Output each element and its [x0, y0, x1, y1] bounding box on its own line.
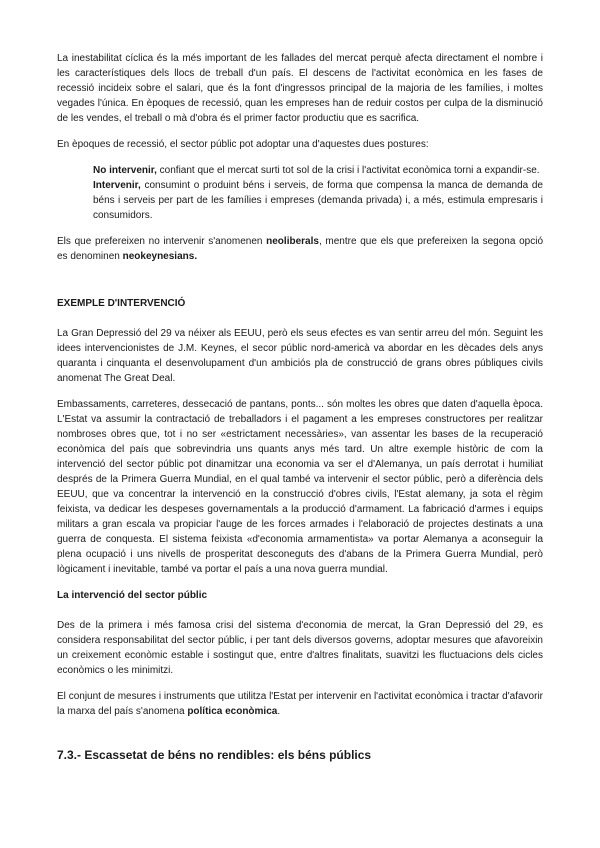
politica-text-c: .: [277, 706, 281, 717]
paragraph-neoliberals: [57, 234, 543, 264]
paragraph-embassaments: Embassaments, carreteres, dessecació de pantans, ponts... són moltes les obres que daten d'aquella època. L'Estat va assumir la contractació de treballadors i el pagament a les empreses constructores per realitzar nombroses obres que, tot i no ser «estrictament necessàries», van assentar les bases de la recuperació econòmica del país que sobrevindria uns quants anys més tard. Un altre exemple històric de com la intervenció del sector públic pot dinamitzar una economia va ser el d'Alemanya, un país derrotat i humiliat després de la Primera Guerra Mundial, en el qual també va intervenir el sector públic, però a diferència dels EEUU, que va concentrar la intervenció en la construcció d'obres civils, l'Estat alemany, ja sota el règim feixista, va dedicar les despeses governamentals a la producció d'armament. La fabricació d'armes i equips militars a gran escala va propiciar l'auge de les forces armades i l'elaboració de projectes destinats a una guerra de conquesta. El sistema feixista «d'economia armamentista» va portar Alemanya a aconseguir la plena ocupació i uns nivells de prosperitat desconeguts des d'abans de la Primera Guerra Mundial, però lògicament i inevitable, també va portar el país a una nova guerra mundial.: [57, 399, 543, 575]
option-no-intervenir-text: confiant que el mercat surti tot sol de la crisi i l'activitat econòmica torni a expandir-se.: [156, 165, 540, 176]
term-neoliberals: neoliberals: [266, 236, 319, 247]
heading-intervencio-sector-public: La intervenció del sector públic: [57, 590, 208, 601]
paragraph-politica-economica: [57, 689, 543, 719]
option-intervenir: [57, 178, 543, 223]
heading-exemple-intervencio: EXEMPLE D'INTERVENCIÓ: [57, 298, 186, 309]
option-intervenir-text: consumint o produint béns i serveis, de forma que compensa la manca de demanda de béns i serveis per part de les famílies i empreses (demanda privada) i, a més, estimula empresaris i consumidors.: [93, 180, 543, 221]
option-intervenir-label: Intervenir,: [93, 180, 141, 191]
paragraph-responsabilitat: Des de la primera i més famosa crisi del sistema d'economia de mercat, la Gran Depressió del 29, es considera responsabilitat del sector públic, i per tant dels diversos governs, adoptar mesures que afavoreixin un creixement econòmic estable i sostingut que, entre d'altres finalitats, suavitzi les fluctuacions dels cicles econòmics o les minimitzi.: [57, 620, 543, 676]
option-no-intervenir: [57, 163, 543, 178]
neoliberals-text-a: Els que prefereixen no intervenir s'anomenen: [57, 236, 267, 247]
neoliberals-text-c: , mentre que els que prefereixen la segona opció es denominen: [57, 236, 544, 262]
paragraph-gran-depressio: La Gran Depressió del 29 va néixer als EEUU, però els seus efectes es van sentir arreu del món. Seguint les idees intervencionistes de J.M. Keynes, el secor públic nord-americà va abordar en les dècades dels anys quaranta i cinquanta el desenvolupament d'un ambiciós pla de construcció de grans obres públiques civils anomenat The Great Deal.: [57, 328, 543, 384]
term-neokeynesians: neokeynesians.: [122, 251, 198, 262]
option-no-intervenir-label: No intervenir,: [93, 165, 157, 176]
term-politica-economica: política econòmica: [187, 706, 278, 717]
paragraph-postures: En èpoques de recessió, el sector públic pot adoptar una d'aquestes dues postures:: [57, 139, 429, 150]
document-page: [57, 51, 543, 763]
paragraph-inestabilitat: La inestabilitat cíclica és la més important de les fallades del mercat perquè afecta directament el nombre i les característiques dels llocs de treball d'un país. El descens de l'activitat econòmica en les fases de recessió incideix sobre el salari, que és la font d'ingressos principal de la majoria de les famílies, i moltes vegades l'única. En èpoques de recessió, quan les empreses han de reduir costos per culpa de la disminució de les vendes, el treball o mà d'obra és el primer factor productiu que es sacrifica.: [57, 53, 543, 124]
politica-text-a: El conjunt de mesures i instruments que utilitza l'Estat per intervenir en l'activitat econòmica i tractar d'afavorir la marxa del país s'anomena: [57, 691, 543, 717]
section-heading-7-3: 7.3.- Escassetat de béns no rendibles: els béns públics: [57, 748, 372, 762]
